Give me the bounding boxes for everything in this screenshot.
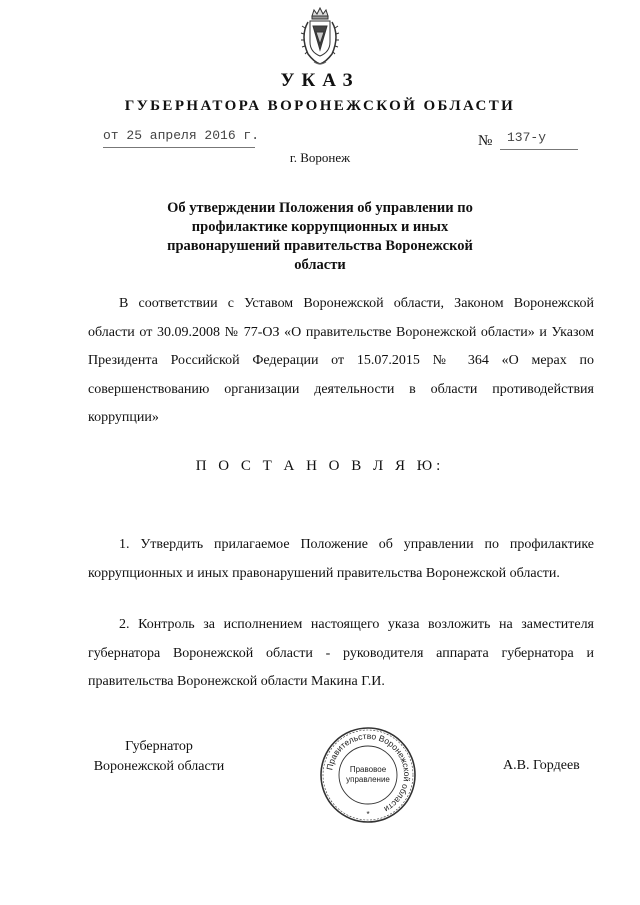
document-type-title: УКАЗ — [280, 70, 360, 91]
preamble-paragraph — [88, 290, 594, 433]
document-subject: Об утверждении Положения об управлении по профилактике коррупционных и иных правонарушений правительства Воронежской области — [167, 200, 473, 273]
stamp-center-line2: управление — [346, 775, 390, 784]
number-label: № — [478, 133, 493, 149]
decree-word: П О С Т А Н О В Л Я Ю: — [195, 458, 445, 474]
stamp-star: * — [366, 810, 370, 819]
signatory-name: А.В. Гордеев — [503, 758, 580, 773]
item-paragraph-2 — [88, 611, 594, 697]
city: г. Воронеж — [289, 150, 351, 165]
signatory-position-line1: Губернатор — [125, 739, 193, 754]
document-number: 137-у — [507, 130, 547, 145]
signatory-position-line2: Воронежской области — [93, 759, 225, 774]
item-text-2: 2. Контроль за исполнением настоящего указа возложить на заместителя губернатора Воронежской области - руководителя аппарата губернатора и правительства Воронежской области Макина Г.И. — [88, 617, 594, 689]
official-stamp — [318, 725, 418, 825]
date-underline — [103, 147, 255, 148]
preamble-text: В соответствии с Уставом Воронежской области, Законом Воронежской области от 30.09.2008 № 77-ОЗ «О правительстве Воронежской области» и Указом Президента Российской Федерации от 15.07.2015 № 364 «О мерах по совершенствованию организации деятельности в области противодействия коррупции» — [88, 296, 594, 425]
document-date: от 25 апреля 2016 г. — [103, 128, 260, 143]
stamp-ring-text: Правительство Воронежской области — [324, 730, 413, 815]
item-paragraph-1 — [88, 531, 594, 588]
item-text-1: 1. Утвердить прилагаемое Положение об управлении по профилактике коррупционных и иных правонарушений правительства Воронежской области. — [88, 537, 594, 581]
signatory-position — [88, 737, 230, 777]
stamp-center-line1: Правовое — [349, 765, 387, 774]
issuer-title: ГУБЕРНАТОРА ВОРОНЕЖСКОЙ ОБЛАСТИ — [124, 98, 516, 114]
coat-of-arms-icon — [296, 6, 344, 68]
